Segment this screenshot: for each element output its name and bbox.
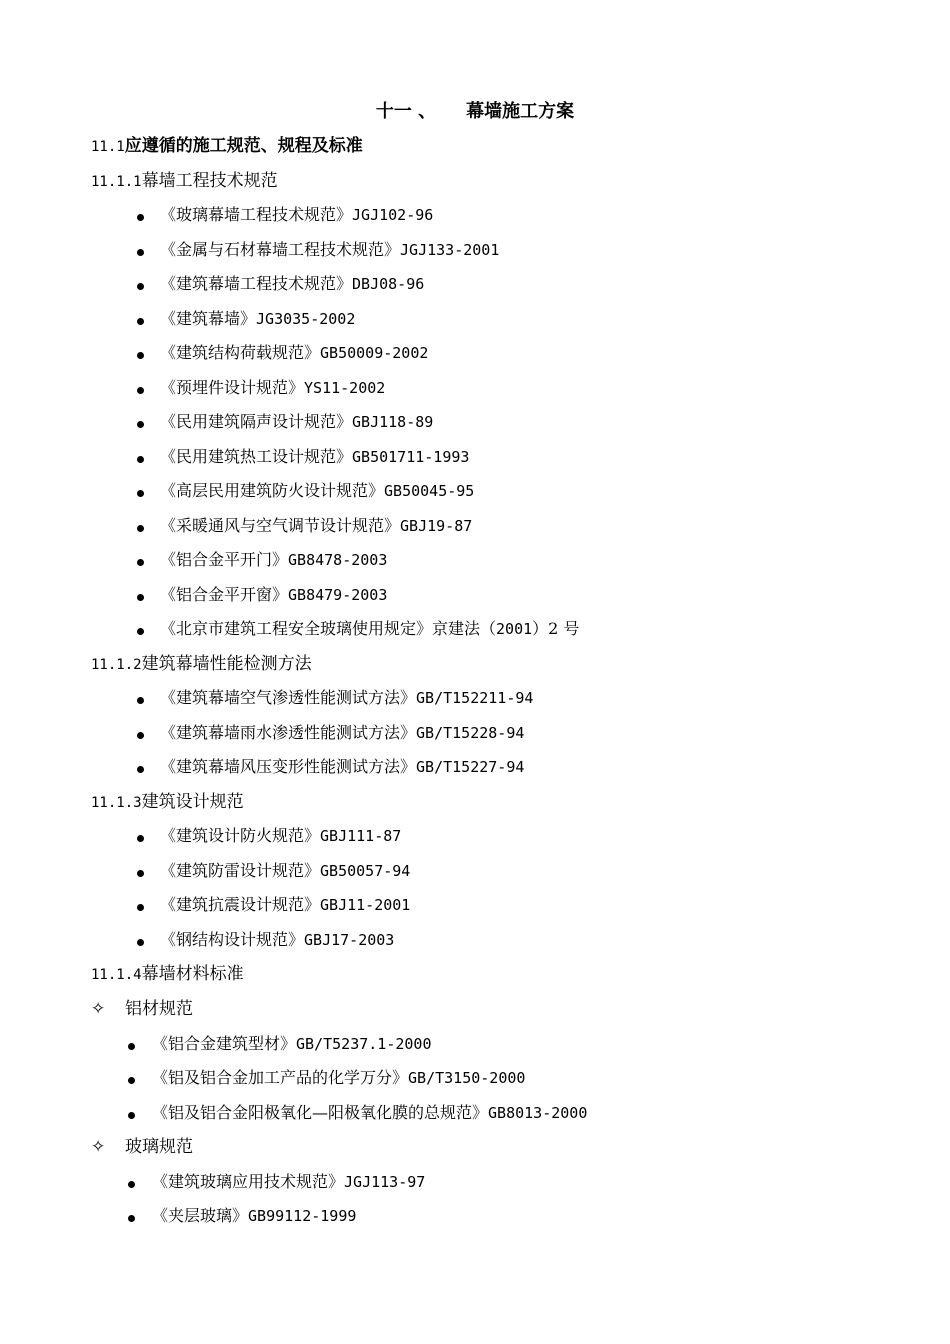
list-item [0,202,950,228]
standard-name: 《钢结构设计规范》 [160,930,305,949]
standard-code: GB/T3150-2000 [408,1069,526,1087]
standard-code: DBJ08-96 [352,275,425,293]
list-item [0,892,950,918]
bullet-icon [137,318,144,325]
list-item [0,513,950,539]
bullet-icon [137,525,144,532]
standard-name: 《民用建筑隔声设计规范》 [160,412,353,431]
standard-name: 《夹层玻璃》 [152,1206,249,1225]
subsection-number: 11.1.3 [91,795,142,811]
bullet-icon [137,628,144,635]
standard-name: 《建筑幕墙雨水渗透性能测试方法》 [160,723,417,742]
category-text: 玻璃规范 [125,1137,193,1157]
standard-name: 《北京市建筑工程安全玻璃使用规定》京建法（ [160,619,497,638]
bullet-icon [128,1043,135,1050]
section-number: 11.1 [91,139,125,155]
standard-code: GBJ19-87 [400,517,473,535]
standard-name: 《铝合金平开窗》 [160,585,289,604]
standard-code: GB8479-2003 [288,586,388,604]
standard-code: GB/T5237.1-2000 [296,1035,432,1053]
list-item [0,478,950,504]
subsection-number: 11.1.2 [91,657,142,673]
list-item [0,1031,950,1057]
standard-code: JG3035-2002 [256,310,356,328]
material-category [0,1134,950,1160]
list-item [0,340,950,366]
standard-name: 《铝及铝合金阳极氧化—阳极氧化膜的总规范》 [152,1103,489,1122]
standard-name: 《铝合金平开门》 [160,550,289,569]
bullet-icon [137,283,144,290]
bullet-icon [128,1112,135,1119]
standard-code: GB50045-95 [384,482,475,500]
standard-name: 《金属与石材幕墙工程技术规范》 [160,240,401,259]
standard-code: GB8013-2000 [488,1104,588,1122]
list-item [0,547,950,573]
bullet-icon [137,904,144,911]
list-item [0,1100,950,1126]
standard-code: 2001 [496,620,533,638]
title-number: 十一 、 [375,101,437,122]
subsection-text: 幕墙工程技术规范 [141,171,278,191]
list-item [0,927,950,953]
list-item [0,720,950,746]
standard-name: 《建筑防雷设计规范》 [160,861,321,880]
list-item [0,444,950,470]
list-item [0,375,950,401]
bullet-icon [137,214,144,221]
standard-code: GBJ111-87 [320,827,402,845]
bullet-icon [128,1181,135,1188]
list-item [0,409,950,435]
section-text: 应遵循的施工规范、规程及标准 [124,136,363,156]
bullet-icon [128,1215,135,1222]
standard-name: 《预埋件设计规范》 [160,378,305,397]
list-item [0,1169,950,1195]
list-item [0,823,950,849]
section-heading [0,133,950,159]
standard-code: GB/T15228-94 [416,724,525,742]
page-title [0,99,950,125]
bullet-icon [137,421,144,428]
four-point-star-icon: ✧ [91,999,106,1019]
list-item [0,858,950,884]
subsection-text: 建筑设计规范 [141,792,244,812]
subsection-text: 幕墙材料标准 [141,964,244,984]
standard-name: 《建筑结构荷载规范》 [160,343,321,362]
list-item [0,582,950,608]
standard-code: GB/T152211-94 [416,689,534,707]
bullet-icon [128,1077,135,1084]
title-text: 幕墙施工方案 [466,101,575,122]
material-category [0,996,950,1022]
bullet-icon [137,697,144,704]
standard-name: 《采暖通风与空气调节设计规范》 [160,516,401,535]
standard-name: 《建筑幕墙工程技术规范》 [160,274,353,293]
bullet-icon [137,352,144,359]
bullet-icon [137,870,144,877]
standard-code: JGJ113-97 [344,1173,426,1191]
bullet-icon [137,732,144,739]
standard-code: GB/T15227-94 [416,758,525,776]
subsection-heading [0,789,950,815]
four-point-star-icon: ✧ [91,1137,106,1157]
subsection-number: 11.1.4 [91,967,142,983]
standard-code: JGJ133-2001 [400,241,500,259]
standard-code: GB50057-94 [320,862,411,880]
list-item [0,685,950,711]
bullet-icon [137,249,144,256]
standard-tail: ）2 号 [532,619,580,638]
standard-name: 《建筑幕墙》 [160,309,257,328]
list-item [0,237,950,263]
standard-name: 《建筑设计防火规范》 [160,826,321,845]
standard-code: GB501711-1993 [352,448,470,466]
bullet-icon [137,559,144,566]
standard-name: 《建筑幕墙空气渗透性能测试方法》 [160,688,417,707]
standard-name: 《建筑玻璃应用技术规范》 [152,1172,345,1191]
standard-name: 《建筑幕墙风压变形性能测试方法》 [160,757,417,776]
bullet-icon [137,835,144,842]
list-item [0,1203,950,1229]
subsection-heading [0,168,950,194]
list-item [0,306,950,332]
standard-name: 《建筑抗震设计规范》 [160,895,321,914]
standard-code: JGJ102-96 [352,206,434,224]
bullet-icon [137,766,144,773]
bullet-icon [137,939,144,946]
standard-name: 《民用建筑热工设计规范》 [160,447,353,466]
list-item [0,271,950,297]
bullet-icon [137,387,144,394]
category-text: 铝材规范 [125,999,193,1019]
bullet-icon [137,594,144,601]
standard-code: YS11-2002 [304,379,386,397]
list-item [0,754,950,780]
subsection-heading [0,651,950,677]
bullet-icon [137,490,144,497]
standard-name: 《铝及铝合金加工产品的化学万分》 [152,1068,409,1087]
standard-code: GB8478-2003 [288,551,388,569]
standard-name: 《玻璃幕墙工程技术规范》 [160,205,353,224]
standard-name: 《高层民用建筑防火设计规范》 [160,481,385,500]
bullet-icon [137,456,144,463]
standard-code: GB99112-1999 [248,1207,357,1225]
standard-code: GBJ11-2001 [320,896,411,914]
standard-code: GBJ17-2003 [304,931,395,949]
subsection-heading [0,961,950,987]
list-item [0,1065,950,1091]
subsection-number: 11.1.1 [91,174,142,190]
list-item [0,616,950,642]
standard-code: GB50009-2002 [320,344,429,362]
subsection-text: 建筑幕墙性能检测方法 [141,654,312,674]
standard-code: GBJ118-89 [352,413,434,431]
standard-name: 《铝合金建筑型材》 [152,1034,297,1053]
